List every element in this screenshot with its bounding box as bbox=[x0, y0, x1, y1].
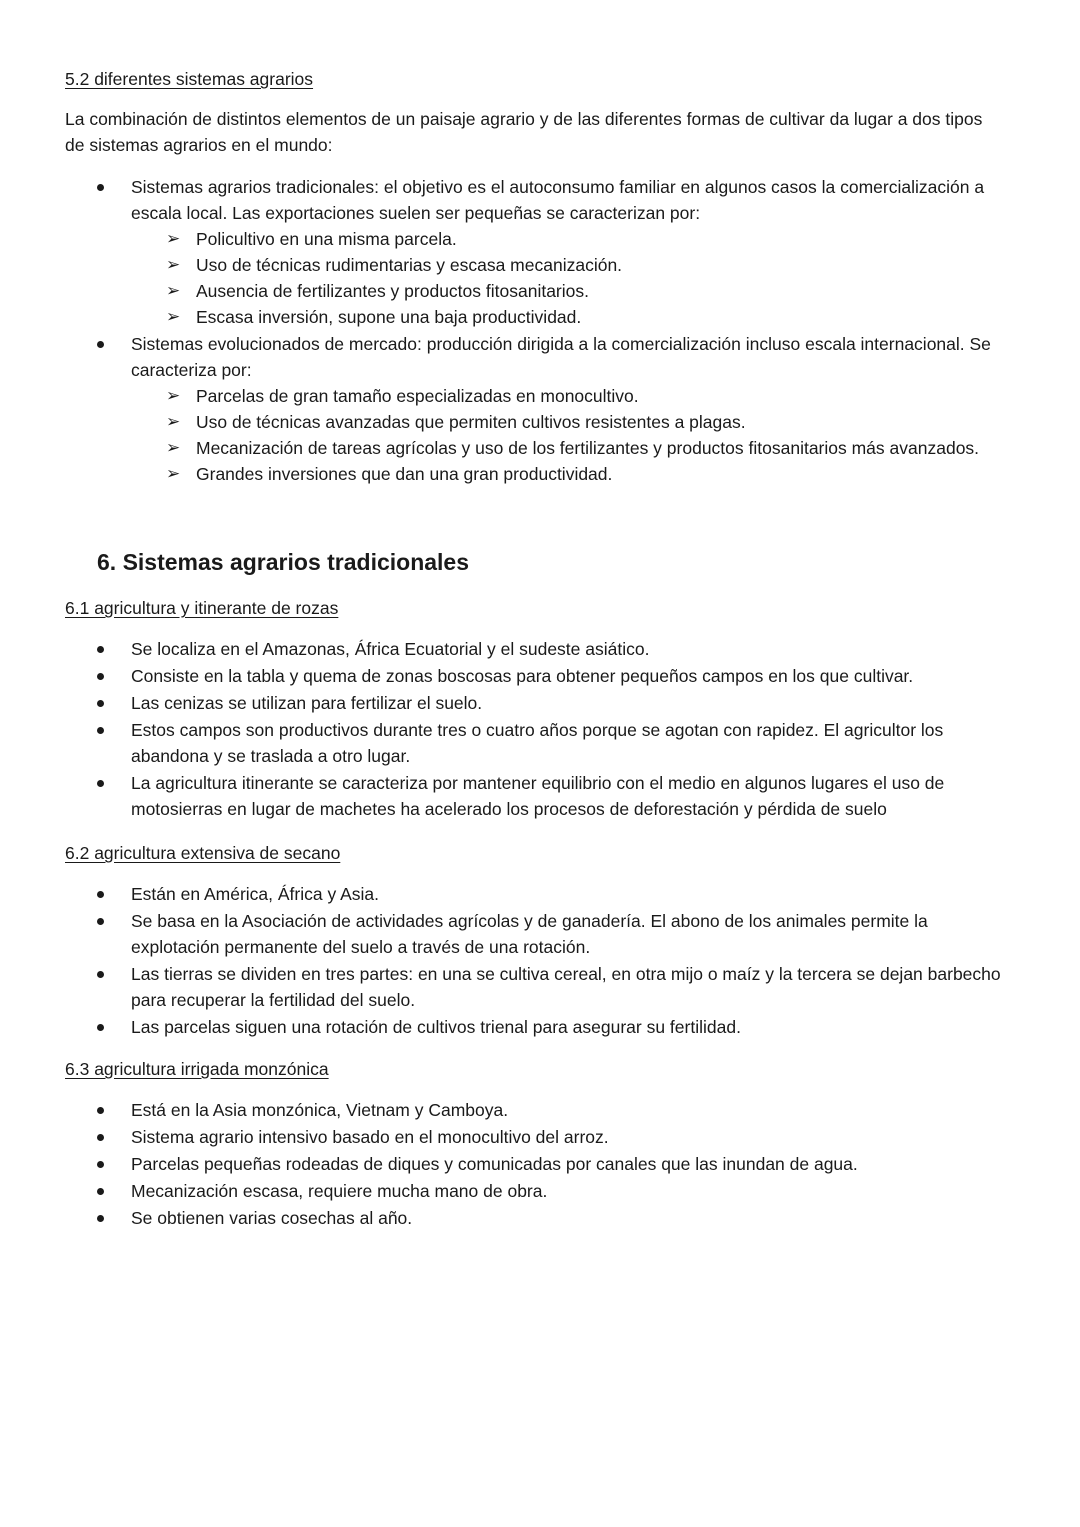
section-6-3-list bbox=[0, 1097, 1040, 1231]
bullet-icon bbox=[97, 1188, 104, 1195]
section-6-2-title: 6.2 agricultura extensiva de secano bbox=[65, 843, 341, 863]
list-item bbox=[0, 174, 1040, 330]
sub-item-text: Policultivo en una misma parcela. bbox=[196, 229, 457, 249]
bullet-text: Consiste en la tabla y quema de zonas boscosas para obtener pequeños campos en los que cultivar. bbox=[131, 666, 914, 686]
sub-item-text: Mecanización de tareas agrícolas y uso de los fertilizantes y productos fitosanitarios más avanzados. bbox=[196, 438, 980, 458]
section-6-3-title: 6.3 agricultura irrigada monzónica bbox=[65, 1059, 329, 1079]
section-6-1-list bbox=[0, 636, 1040, 822]
arrow-bullet-icon: ➢ bbox=[166, 255, 181, 274]
bullet-icon bbox=[97, 780, 104, 787]
arrow-bullet-icon: ➢ bbox=[166, 281, 181, 300]
bullet-text: Están en América, África y Asia. bbox=[131, 884, 380, 904]
sub-list-item bbox=[131, 252, 1040, 278]
sub-item-text: Parcelas de gran tamaño especializadas en monocultivo. bbox=[196, 386, 639, 406]
sub-list-item bbox=[131, 304, 1040, 330]
sub-list-item bbox=[131, 435, 1040, 461]
bullet-icon bbox=[97, 1134, 104, 1141]
bullet-text: Estos campos son productivos durante tres o cuatro años porque se agotan con rapidez. El agricultor los abandona y se traslada a otro lugar. bbox=[131, 720, 944, 766]
list-item bbox=[0, 1205, 1040, 1231]
sub-item-text: Grandes inversiones que dan una gran productividad. bbox=[196, 464, 613, 484]
bullet-text: Parcelas pequeñas rodeadas de diques y comunicadas por canales que las inundan de agua. bbox=[131, 1154, 858, 1174]
list-item bbox=[0, 636, 1040, 662]
bullet-icon bbox=[97, 1107, 104, 1114]
list-item bbox=[0, 663, 1040, 689]
sub-item-text: Uso de técnicas avanzadas que permiten cultivos resistentes a plagas. bbox=[196, 412, 746, 432]
sub-item-text: Uso de técnicas rudimentarias y escasa mecanización. bbox=[196, 255, 623, 275]
bullet-icon bbox=[97, 646, 104, 653]
bullet-text: Se basa en la Asociación de actividades agrícolas y de ganadería. El abono de los animales permite la explotación permanente del suelo a través de una rotación. bbox=[131, 911, 928, 957]
list-item bbox=[0, 1014, 1040, 1040]
bullet-text: Sistemas agrarios tradicionales: el objetivo es el autoconsumo familiar en algunos casos la comercialización a escala local. Las exportaciones suelen ser pequeñas se caracterizan por: bbox=[131, 177, 985, 223]
bullet-icon bbox=[97, 1161, 104, 1168]
bullet-icon bbox=[97, 971, 104, 978]
list-item bbox=[0, 770, 1040, 822]
sub-list-item bbox=[131, 226, 1040, 252]
bullet-icon bbox=[97, 673, 104, 680]
bullet-text: Sistema agrario intensivo basado en el monocultivo del arroz. bbox=[131, 1127, 609, 1147]
bullet-icon bbox=[97, 184, 104, 191]
list-item bbox=[0, 690, 1040, 716]
bullet-text: Está en la Asia monzónica, Vietnam y Camboya. bbox=[131, 1100, 509, 1120]
bullet-text: Las cenizas se utilizan para fertilizar el suelo. bbox=[131, 693, 483, 713]
bullet-text: Sistemas evolucionados de mercado: producción dirigida a la comercialización incluso escala internacional. Se caracteriza por: bbox=[131, 334, 991, 380]
list-item bbox=[0, 961, 1040, 1013]
bullet-icon bbox=[97, 918, 104, 925]
arrow-bullet-icon: ➢ bbox=[166, 412, 181, 431]
section-5-2-title: 5.2 diferentes sistemas agrarios bbox=[65, 69, 314, 89]
sub-item-text: Escasa inversión, supone una baja productividad. bbox=[196, 307, 582, 327]
list-item bbox=[0, 881, 1040, 907]
bullet-icon bbox=[97, 700, 104, 707]
arrow-bullet-icon: ➢ bbox=[166, 464, 181, 483]
section-6-1-title: 6.1 agricultura y itinerante de rozas bbox=[65, 598, 339, 618]
bullet-text: Se obtienen varias cosechas al año. bbox=[131, 1208, 413, 1228]
sub-item-text: Ausencia de fertilizantes y productos fitosanitarios. bbox=[196, 281, 589, 301]
list-item bbox=[0, 331, 1040, 487]
bullet-text: Mecanización escasa, requiere mucha mano de obra. bbox=[131, 1181, 548, 1201]
list-item bbox=[0, 1178, 1040, 1204]
bullet-text: Se localiza en el Amazonas, África Ecuatorial y el sudeste asiático. bbox=[131, 639, 650, 659]
list-item bbox=[0, 1151, 1040, 1177]
section-6-2-list bbox=[0, 881, 1040, 1040]
sub-list bbox=[131, 383, 1040, 487]
bullet-text: La agricultura itinerante se caracteriza por mantener equilibrio con el medio en algunos lugares el uso de motosierras en lugar de machetes ha acelerado los procesos de deforestación y pérdida de suelo bbox=[131, 773, 945, 819]
list-item bbox=[0, 1124, 1040, 1150]
arrow-bullet-icon: ➢ bbox=[166, 307, 181, 326]
list-item bbox=[0, 908, 1040, 960]
bullet-icon bbox=[97, 727, 104, 734]
bullet-icon bbox=[97, 1215, 104, 1222]
arrow-bullet-icon: ➢ bbox=[166, 438, 181, 457]
sub-list-item bbox=[131, 383, 1040, 409]
sub-list-item bbox=[131, 278, 1040, 304]
arrow-bullet-icon: ➢ bbox=[166, 386, 181, 405]
section-5-2-list bbox=[0, 174, 1040, 487]
bullet-icon bbox=[97, 891, 104, 898]
bullet-icon bbox=[97, 341, 104, 348]
arrow-bullet-icon: ➢ bbox=[166, 229, 181, 248]
list-item bbox=[0, 717, 1040, 769]
bullet-text: Las parcelas siguen una rotación de cultivos trienal para asegurar su fertilidad. bbox=[131, 1017, 741, 1037]
sub-list-item bbox=[131, 409, 1040, 435]
sub-list bbox=[131, 226, 1040, 330]
sub-list-item bbox=[131, 461, 1040, 487]
heading-section-6: 6. Sistemas agrarios tradicionales bbox=[97, 549, 470, 575]
section-5-2-intro: La combinación de distintos elementos de un paisaje agrario y de las diferentes formas de cultivar da lugar a dos tipos de sistemas agrarios en el mundo: bbox=[65, 109, 983, 155]
bullet-icon bbox=[97, 1024, 104, 1031]
list-item bbox=[0, 1097, 1040, 1123]
bullet-text: Las tierras se dividen en tres partes: en una se cultiva cereal, en otra mijo o maíz y la tercera se dejan barbecho para recuperar la fertilidad del suelo. bbox=[131, 964, 1001, 1010]
